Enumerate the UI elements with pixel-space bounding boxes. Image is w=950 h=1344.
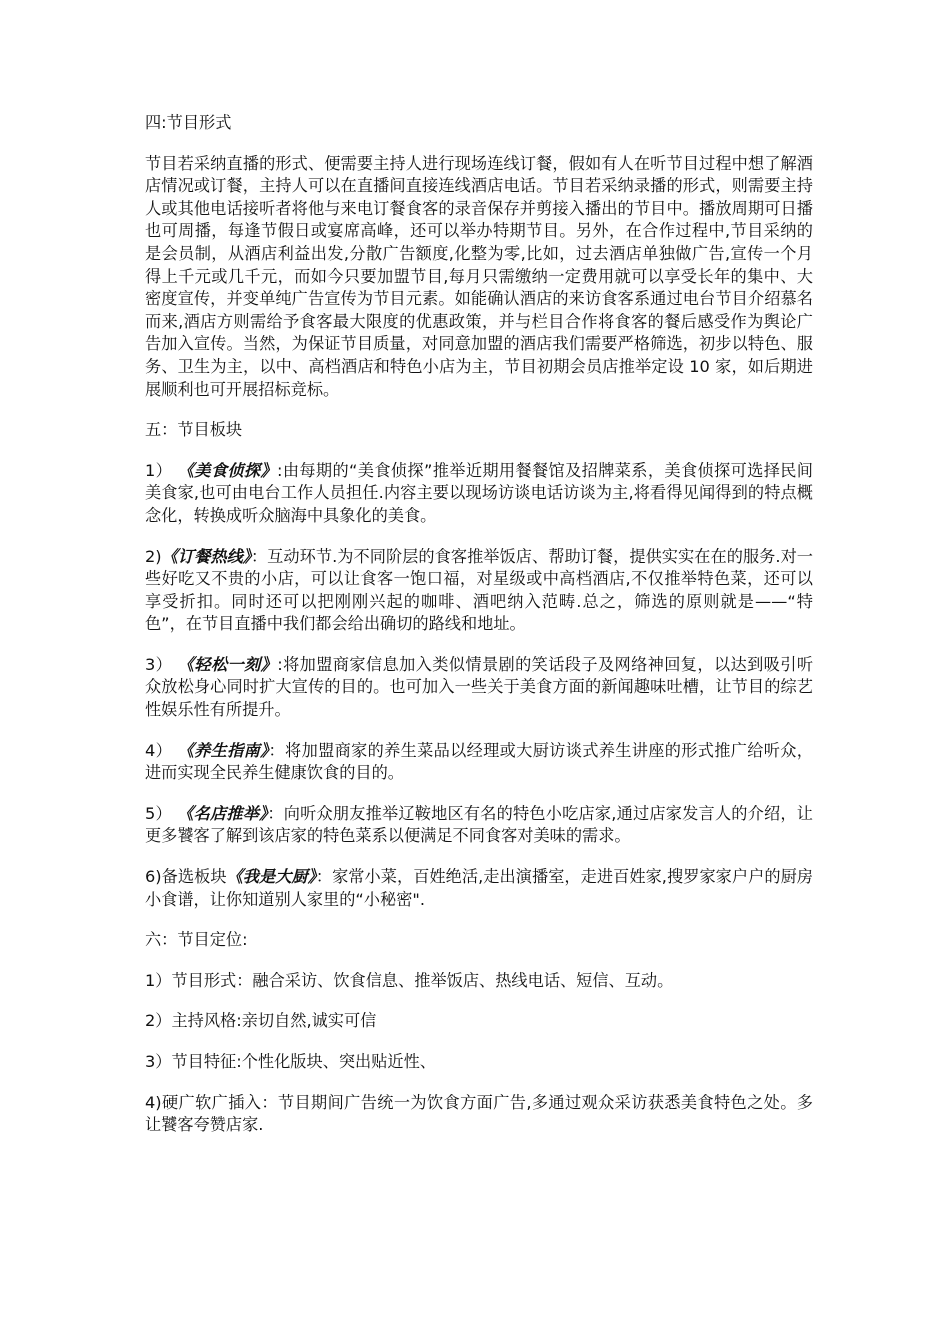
document-page <box>145 112 813 1155</box>
section-6-heading: 六：节目定位: <box>145 930 248 950</box>
positioning-item-2: 2）主持风格:亲切自然,诚实可信 <box>145 1011 377 1031</box>
segment-prefix: 3） <box>145 654 178 674</box>
segment-item-6 <box>145 866 813 911</box>
segment-item-5 <box>145 803 813 848</box>
segment-title: 《轻松一刻》 <box>177 654 278 674</box>
segment-item-1 <box>145 460 813 528</box>
segment-title: 《名店推举》 <box>177 803 268 823</box>
segment-text: ：向听众朋友推举辽鞍地区有名的特色小吃店家,通过店家发言人的介绍，让更多饕客了解到该店家的特色菜系以便满足不同食客对美味的需求。 <box>145 803 813 846</box>
positioning-item-4: 4)硬广软广插入：节目期间广告统一为饮食方面广告,多通过观众采访获悉美食特色之处。多让饕客夸赞店家. <box>145 1092 813 1135</box>
section-4-body: 节目若采纳直播的形式、便需要主持人进行现场连线订餐，假如有人在听节目过程中想了解酒店情况或订餐，主持人可以在直播间直接连线酒店电话。节目若采纳录播的形式，则需要主持人或其他电话接听者将他与来电订餐食客的录音保存并剪接入播出的节目中。播放周期可日播也可周播，每逢节假日或宴席高峰，还可以举办特期节目。另外，在合作过程中,节目采纳的是会员制，从酒店利益出发,分散广告额度,化整为零,比如，过去酒店单独做广告,宣传一个月得上千元或几千元，而如今只要加盟节目,每月只需缴纳一定费用就可以享受长年的集中、大密度宣传，并变单纯广告宣传为节目元素。如能确认酒店的来访食客系通过电台节目介绍慕名而来,酒店方则需给予食客最大限度的优惠政策，并与栏目合作将食客的餐后感受作为舆论广告加入宣传。当然，为保证节目质量，对同意加盟的酒店我们需要严格筛选，初步以特色、服务、卫生为主，以中、高档酒店和特色小店为主，节目初期会员店推举定设 10 家，如后期进展顺利也可开展招标竞标。 <box>145 153 813 399</box>
section-5-heading: 五：节目板块 <box>145 420 243 440</box>
segment-item-4 <box>145 740 813 785</box>
segment-prefix: 6)备选板块 <box>145 867 227 887</box>
segment-text: :将加盟商家信息加入类似情景剧的笑话段子及网络神回复，以达到吸引听众放松身心同时扩大宣传的目的。也可加入一些关于美食方面的新闻趣味吐槽，让节目的综艺性娱乐性有所提升。 <box>145 654 814 720</box>
segment-item-2 <box>145 546 813 636</box>
segment-title: 《养生指南》 <box>177 740 269 760</box>
segment-text: ：将加盟商家的养生菜品以经理或大厨访谈式养生讲座的形式推广给听众，进而实现全民养生健康饮食的目的。 <box>145 740 813 783</box>
segment-prefix: 2) <box>145 546 162 566</box>
segment-prefix: 1） <box>145 460 178 480</box>
segment-item-3 <box>145 654 813 722</box>
segment-text: ：家常小菜，百姓绝活,走出演播室，走进百姓家,搜罗家家户户的厨房小食谱，让你知道别人家里的“小秘密". <box>145 867 813 909</box>
segment-title: 《我是大厨》 <box>226 867 316 887</box>
segment-title: 《订餐热线》 <box>161 546 251 566</box>
segment-prefix: 5） <box>145 803 178 823</box>
segment-title: 《美食侦探》 <box>177 460 278 480</box>
segment-prefix: 4） <box>145 740 178 760</box>
positioning-item-1: 1）节目形式：融合采访、饮食信息、推举饭店、热线电话、短信、互动。 <box>145 970 674 990</box>
segment-text: ：互动环节.为不同阶层的食客推举饭店、帮助订餐，提供实实在在的服务.对一些好吃又不贵的小店，可以让食客一饱口福，对星级或中高档酒店,不仅推举特色菜，还可以享受折扣。同时还可以把刚刚兴起的咖啡、酒吧纳入范畴.总之，筛选的原则就是——“特色”，在节目直播中我们都会给出确切的路线和地址。 <box>145 546 813 634</box>
section-4-heading: 四:节目形式 <box>145 113 232 132</box>
positioning-item-3: 3）节目特征:个性化版块、突出贴近性、 <box>145 1052 436 1071</box>
segment-text: :由每期的“美食侦探”推举近期用餐餐馆及招牌菜系，美食侦探可选择民间美食家,也可由电台工作人员担任.内容主要以现场访谈电话访谈为主,将看得见闻得到的特点概念化，转换成听众脑海中具象化的美食。 <box>145 460 813 525</box>
